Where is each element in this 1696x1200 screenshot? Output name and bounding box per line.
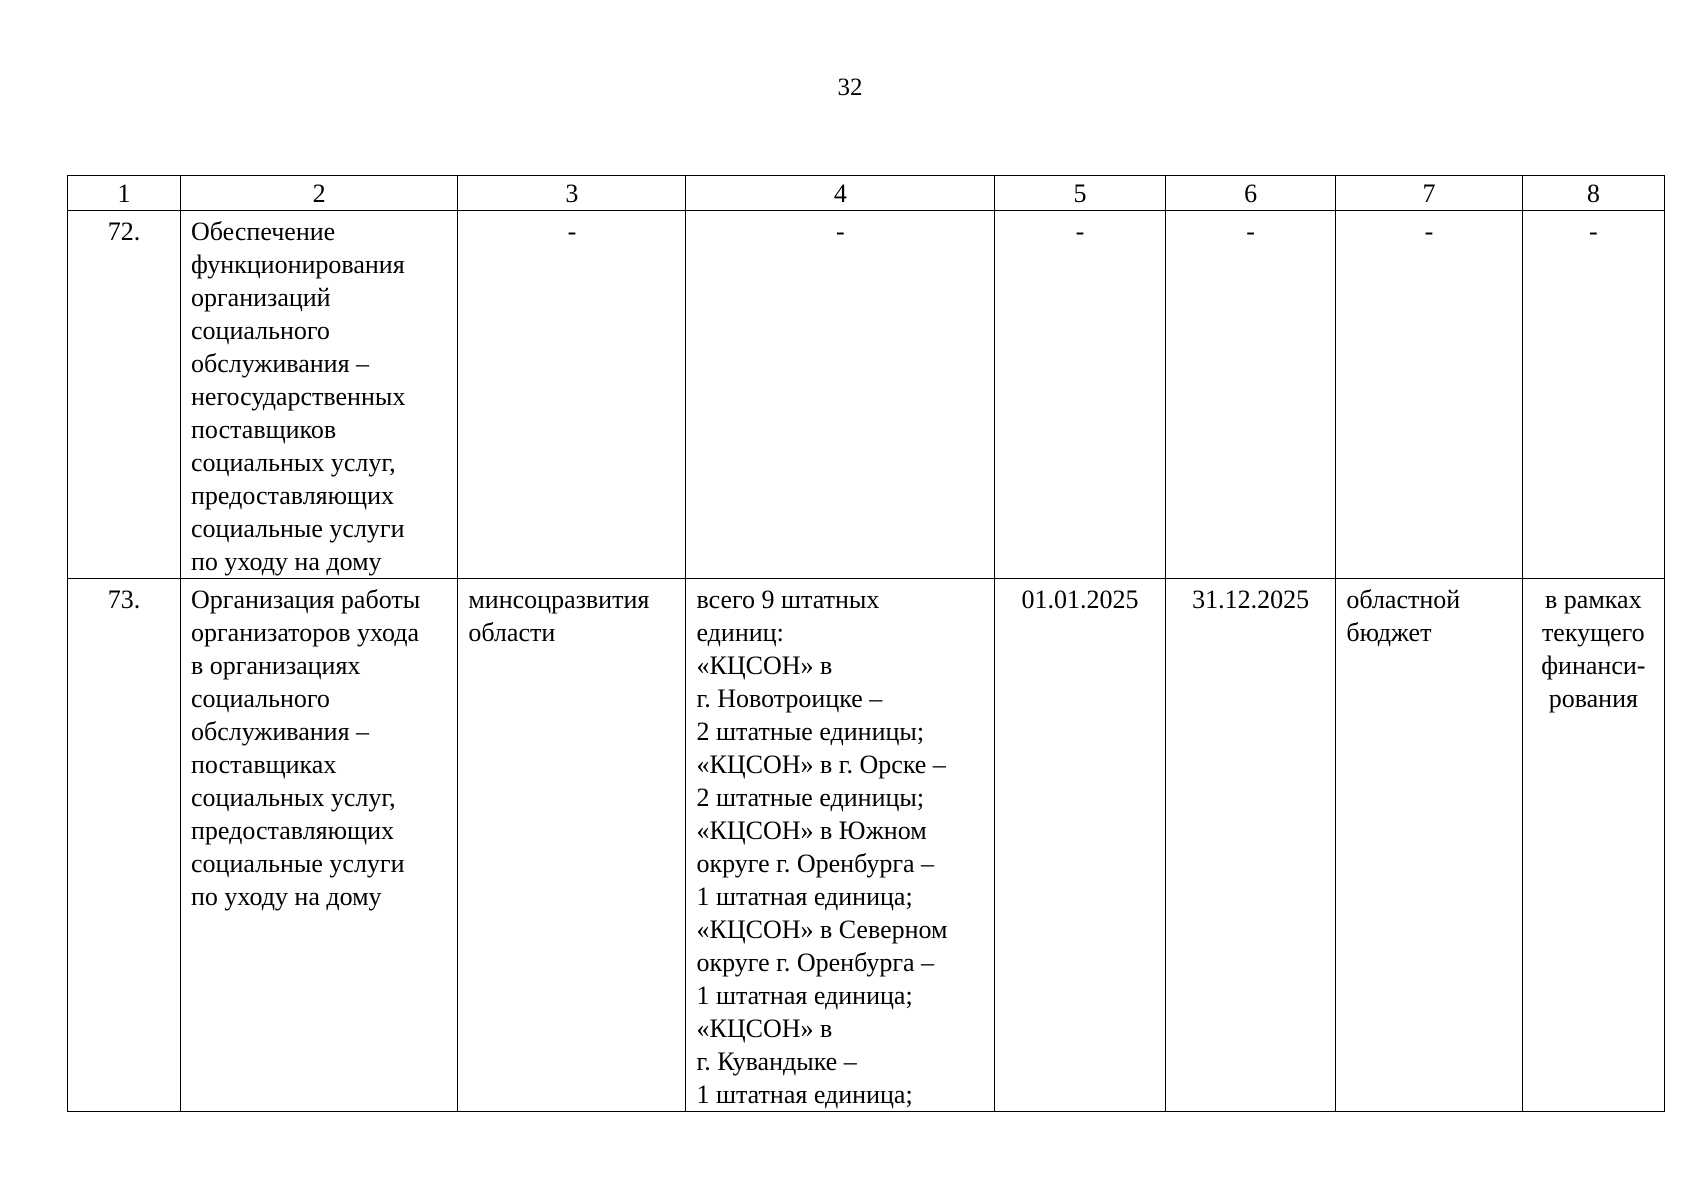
activity-name-line: по уходу на дому (191, 882, 382, 911)
details-line: г. Новотроицке – (696, 684, 883, 713)
details-line: «КЦСОН» в Южном (696, 816, 927, 845)
activity-name-line: поставщиках (191, 750, 337, 779)
details-line: 1 штатная единица; (696, 981, 913, 1010)
activity-name-line: социальных услуг, (191, 783, 396, 812)
row-number: 73. (68, 579, 181, 1112)
activity-name-line: социальные услуги (191, 514, 405, 543)
activity-name-line: социальных услуг, (191, 448, 396, 477)
funding-amount-line: текущего (1541, 618, 1645, 647)
details-line: «КЦСОН» в Северном (696, 915, 948, 944)
details-cell: - (686, 211, 995, 579)
column-header: 8 (1522, 176, 1664, 211)
details-line: «КЦСОН» в (696, 651, 833, 680)
activity-name-line: обслуживания – (191, 349, 370, 378)
column-header: 5 (995, 176, 1166, 211)
activity-name-line: предоставляющих (191, 481, 394, 510)
details-line: округе г. Оренбурга – (696, 849, 935, 878)
activity-name-line: организаций (191, 283, 331, 312)
activity-name-line: поставщиков (191, 415, 337, 444)
activity-name (181, 579, 458, 1112)
activity-name-line: социального (191, 316, 330, 345)
start-date-cell: - (995, 211, 1166, 579)
activity-name-line: функционирования (191, 250, 405, 279)
table-header-row (68, 176, 1665, 211)
activity-name-line: по уходу на дому (191, 547, 382, 576)
funding-source-line: бюджет (1346, 618, 1432, 647)
details-line: «КЦСОН» в (696, 1014, 833, 1043)
funding-amount-cell (1522, 579, 1664, 1112)
column-header: 7 (1336, 176, 1522, 211)
details-line: 1 штатная единица; (696, 1080, 913, 1109)
start-date-cell: 01.01.2025 (995, 579, 1166, 1112)
executor-line: минсоцразвития (468, 585, 650, 614)
column-header: 1 (68, 176, 181, 211)
funding-amount-line: финанси- (1541, 651, 1646, 680)
funding-source-line: областной (1346, 585, 1461, 614)
activity-name-line: в организациях (191, 651, 361, 680)
details-line: «КЦСОН» в г. Орске – (696, 750, 946, 779)
activity-name-line: организаторов ухода (191, 618, 420, 647)
table-row (68, 579, 1665, 1112)
details-line: округе г. Оренбурга – (696, 948, 935, 977)
activities-table (67, 175, 1665, 1112)
row-number: 72. (68, 211, 181, 579)
table-row (68, 211, 1665, 579)
details-line: 2 штатные единицы; (696, 717, 925, 746)
activity-name-line: предоставляющих (191, 816, 394, 845)
activity-name (181, 211, 458, 579)
page-number: 32 (837, 74, 863, 101)
details-line: 1 штатная единица; (696, 882, 913, 911)
activity-name-line: социальные услуги (191, 849, 405, 878)
activity-name-line: обслуживания – (191, 717, 370, 746)
funding-source-cell: - (1336, 211, 1522, 579)
executor-cell: - (458, 211, 686, 579)
column-header: 4 (686, 176, 995, 211)
details-line: 2 штатные единицы; (696, 783, 925, 812)
details-line: всего 9 штатных (696, 585, 880, 614)
funding-amount-cell: - (1522, 211, 1664, 579)
details-line: г. Кувандыке – (696, 1047, 857, 1076)
funding-amount-line: в рамках (1545, 585, 1642, 614)
details-line: единиц: (696, 618, 784, 647)
executor-cell (458, 579, 686, 1112)
activity-name-line: Организация работы (191, 585, 421, 614)
activity-name-line: Обеспечение (191, 217, 336, 246)
end-date-cell: - (1165, 211, 1336, 579)
column-header: 2 (181, 176, 458, 211)
activity-name-line: социального (191, 684, 330, 713)
details-cell (686, 579, 995, 1112)
end-date-cell: 31.12.2025 (1165, 579, 1336, 1112)
activity-name-line: негосударственных (191, 382, 406, 411)
column-header: 6 (1165, 176, 1336, 211)
column-header: 3 (458, 176, 686, 211)
funding-source-cell (1336, 579, 1522, 1112)
funding-amount-line: рования (1548, 684, 1638, 713)
executor-line: области (468, 618, 556, 647)
